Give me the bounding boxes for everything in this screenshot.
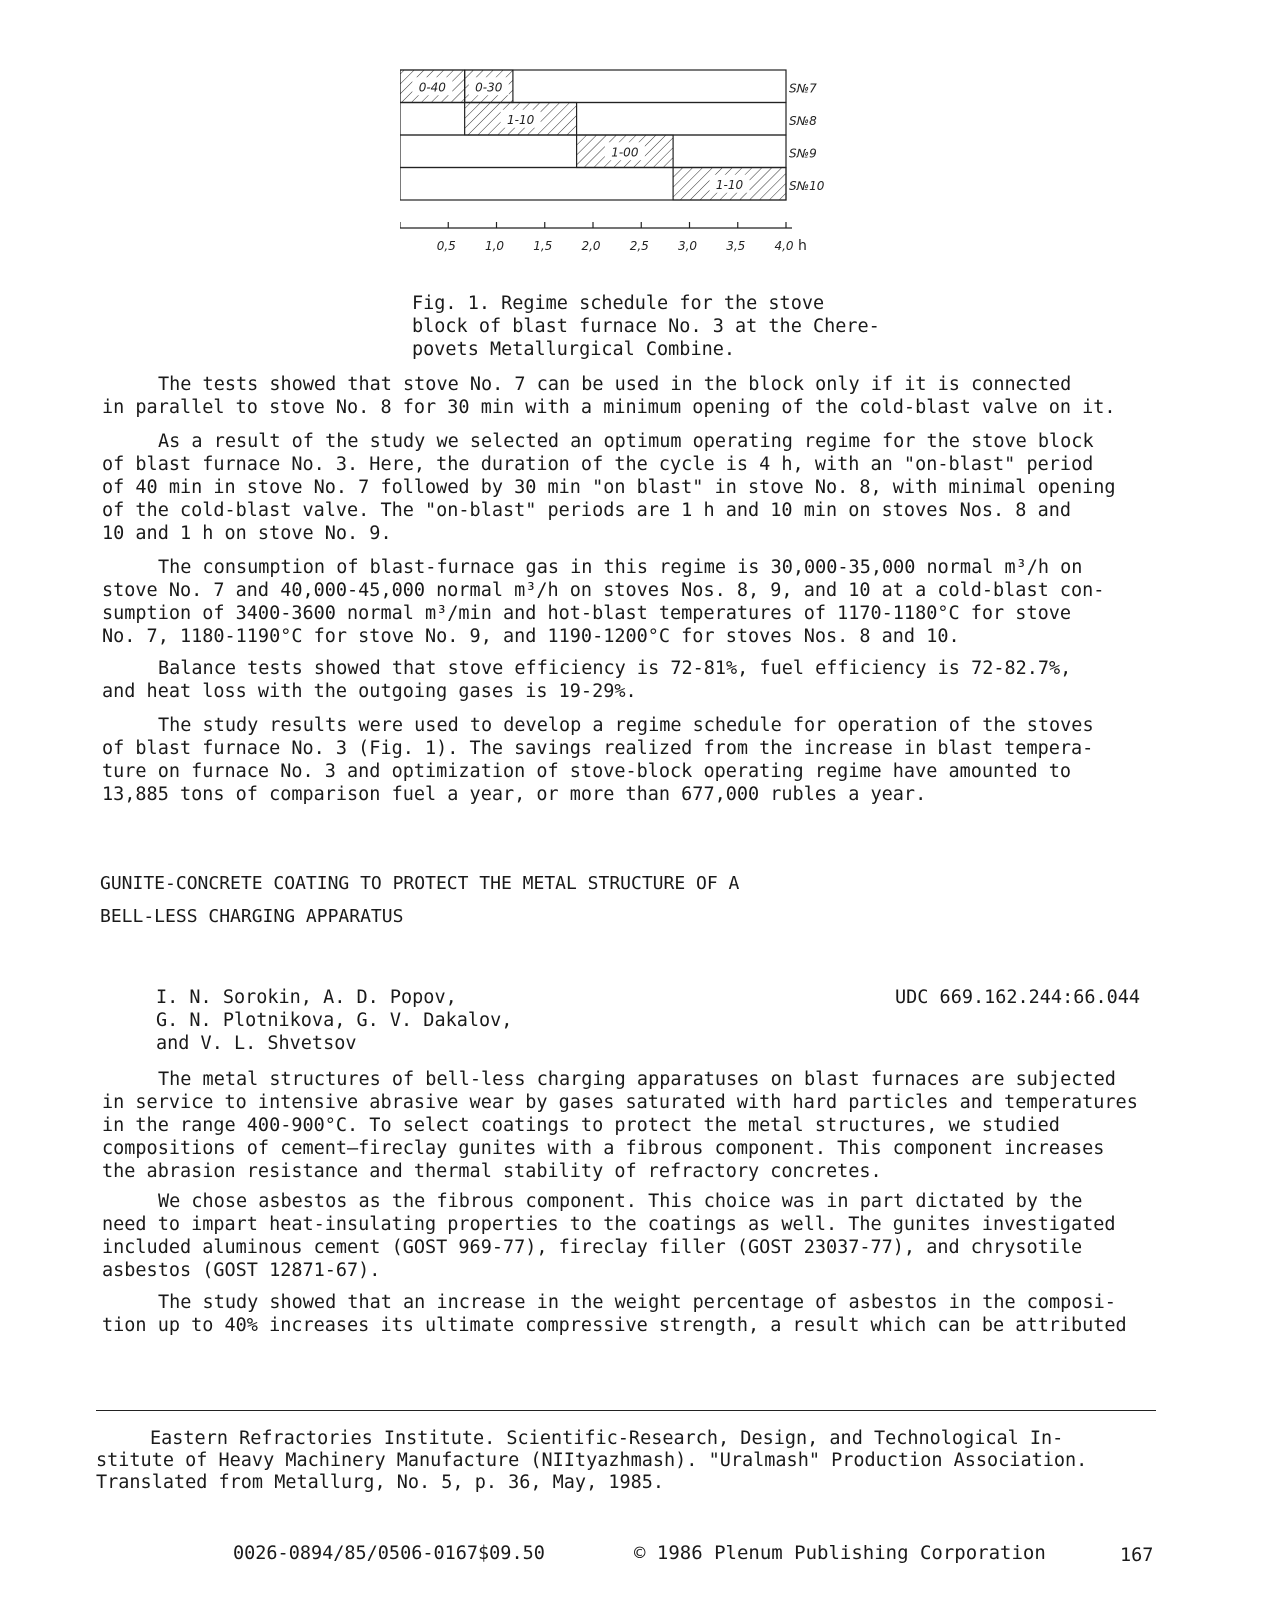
x-tick-label: 2,0 <box>581 239 601 253</box>
x-tick-label: 2,5 <box>629 239 649 253</box>
figure-1-regime-schedule <box>400 64 870 278</box>
article-paragraph-2: We chose asbestos as the fibrous component. This choice was in part dictated by the need to impart heat-insulating properties to the coatings as well. The gunites investigated included aluminous cement (GOST 969-77), fireclay filler (GOST 23037-77), and chrysotile asbestos (GOST 12871-67). <box>102 1191 1116 1281</box>
segment-label: 0-40 <box>418 80 446 95</box>
figure-label: Fig. 1. <box>412 293 490 314</box>
figure-caption-text: Regime schedule for the stove block of blast furnace No. 3 at the Chere- povets Metallurgical Combine. <box>412 293 880 360</box>
body-paragraph-5: The study results were used to develop a regime schedule for operation of the stoves of blast furnace No. 3 (Fig. 1). The savings realized from the increase in blast tempera- ture on furnace No. 3 and optimization of stove-block operating regime have amounted to 13,885 tons of comparison fuel a year, or more than 677,000 rubles a year. <box>102 715 1094 805</box>
footnote-divider <box>96 1410 1156 1411</box>
segment-label: 1-00 <box>611 145 639 160</box>
author-list: I. N. Sorokin, A. D. Popov, G. N. Plotnikova, G. V. Dakalov, and V. L. Shvetsov <box>156 987 513 1054</box>
figure-caption <box>412 292 912 361</box>
udc-code: UDC 669.162.244:66.044 <box>895 987 1141 1008</box>
x-tick-label: 0,5 <box>436 239 456 253</box>
x-tick-label: 3,0 <box>677 239 698 253</box>
article-code: 0026-0894/85/0506-0167$09.50 <box>233 1543 545 1564</box>
page-number: 167 <box>1120 1545 1154 1566</box>
x-tick-label: 3,5 <box>726 239 746 253</box>
segment-label: 1-10 <box>715 177 744 192</box>
footnote-affiliation: Eastern Refractories Institute. Scientific-Research, Design, and Technological In- stitute of Heavy Machinery Manufacture (NIItyazhmash). "Uralmash" Production Association. Translated from Metallurg, No. 5, p. 36, May, 1985. <box>96 1428 1088 1493</box>
stove-label: S№8 <box>789 113 817 128</box>
stove-label: S№10 <box>789 178 825 193</box>
x-tick-label: 1,5 <box>533 239 553 253</box>
schedule-row <box>400 103 786 136</box>
stove-label: S№9 <box>789 146 817 161</box>
segment-label: 0-30 <box>475 80 503 95</box>
segment-label: 1-10 <box>507 112 535 127</box>
x-tick-label: 1,0 <box>484 239 505 253</box>
body-paragraph-2: As a result of the study we selected an optimum operating regime for the stove block of blast furnace No. 3. Here, the duration of the cycle is 4 h, with an "on-blast" period of 40 min in stove No. 7 followed by 30 min "on blast" in stove No. 8, with minimal opening of the cold-blast valve. The "on-blast" periods are 1 h and 10 min on stoves Nos. 8 and 10 and 1 h on stove No. 9. <box>102 431 1116 544</box>
body-paragraph-1: The tests showed that stove No. 7 can be used in the block only if it is connected in parallel to stove No. 8 for 30 min with a minimum opening of the cold-blast valve on it. <box>102 374 1116 418</box>
body-paragraph-3: The consumption of blast-furnace gas in this regime is 30,000-35,000 normal m³/h on stove No. 7 and 40,000-45,000 normal m³/h on stoves Nos. 8, 9, and 10 at a cold-blast con- sumption of 3400-3600 normal m³/min and hot-blast temperatures of 1170-1180°C for stove No. 7, 1180-1190°C for stove No. 9, and 1190-1200°C for stoves Nos. 8 and 10. <box>102 557 1105 647</box>
x-axis-unit-label: h <box>798 238 807 254</box>
article-title-line-2: BELL-LESS CHARGING APPARATUS <box>100 906 404 927</box>
body-paragraph-4: Balance tests showed that stove efficiency is 72-81%, fuel efficiency is 72-82.7%, and heat loss with the outgoing gases is 19-29%. <box>102 658 1072 702</box>
x-tick-label: 4,0 <box>774 239 794 253</box>
article-paragraph-3: The study showed that an increase in the weight percentage of asbestos in the composi- tion up to 40% increases its ultimate compressive strength, a result which can be attributed <box>102 1292 1127 1336</box>
stove-label: S№7 <box>789 81 817 96</box>
copyright-notice: © 1986 Plenum Publishing Corporation <box>634 1542 1046 1564</box>
article-paragraph-1: The metal structures of bell-less charging apparatuses on blast furnaces are subjected in service to intensive abrasive wear by gases saturated with hard particles and temperatures in the range 400-900°C. To select coatings to protect the metal structures, we studied compositions of cement—fireclay gunites with a fibrous component. This component increases the abrasion resistance and thermal stability of refractory concretes. <box>102 1069 1138 1182</box>
article-title-line-1: GUNITE-CONCRETE COATING TO PROTECT THE METAL STRUCTURE OF A <box>100 873 740 894</box>
